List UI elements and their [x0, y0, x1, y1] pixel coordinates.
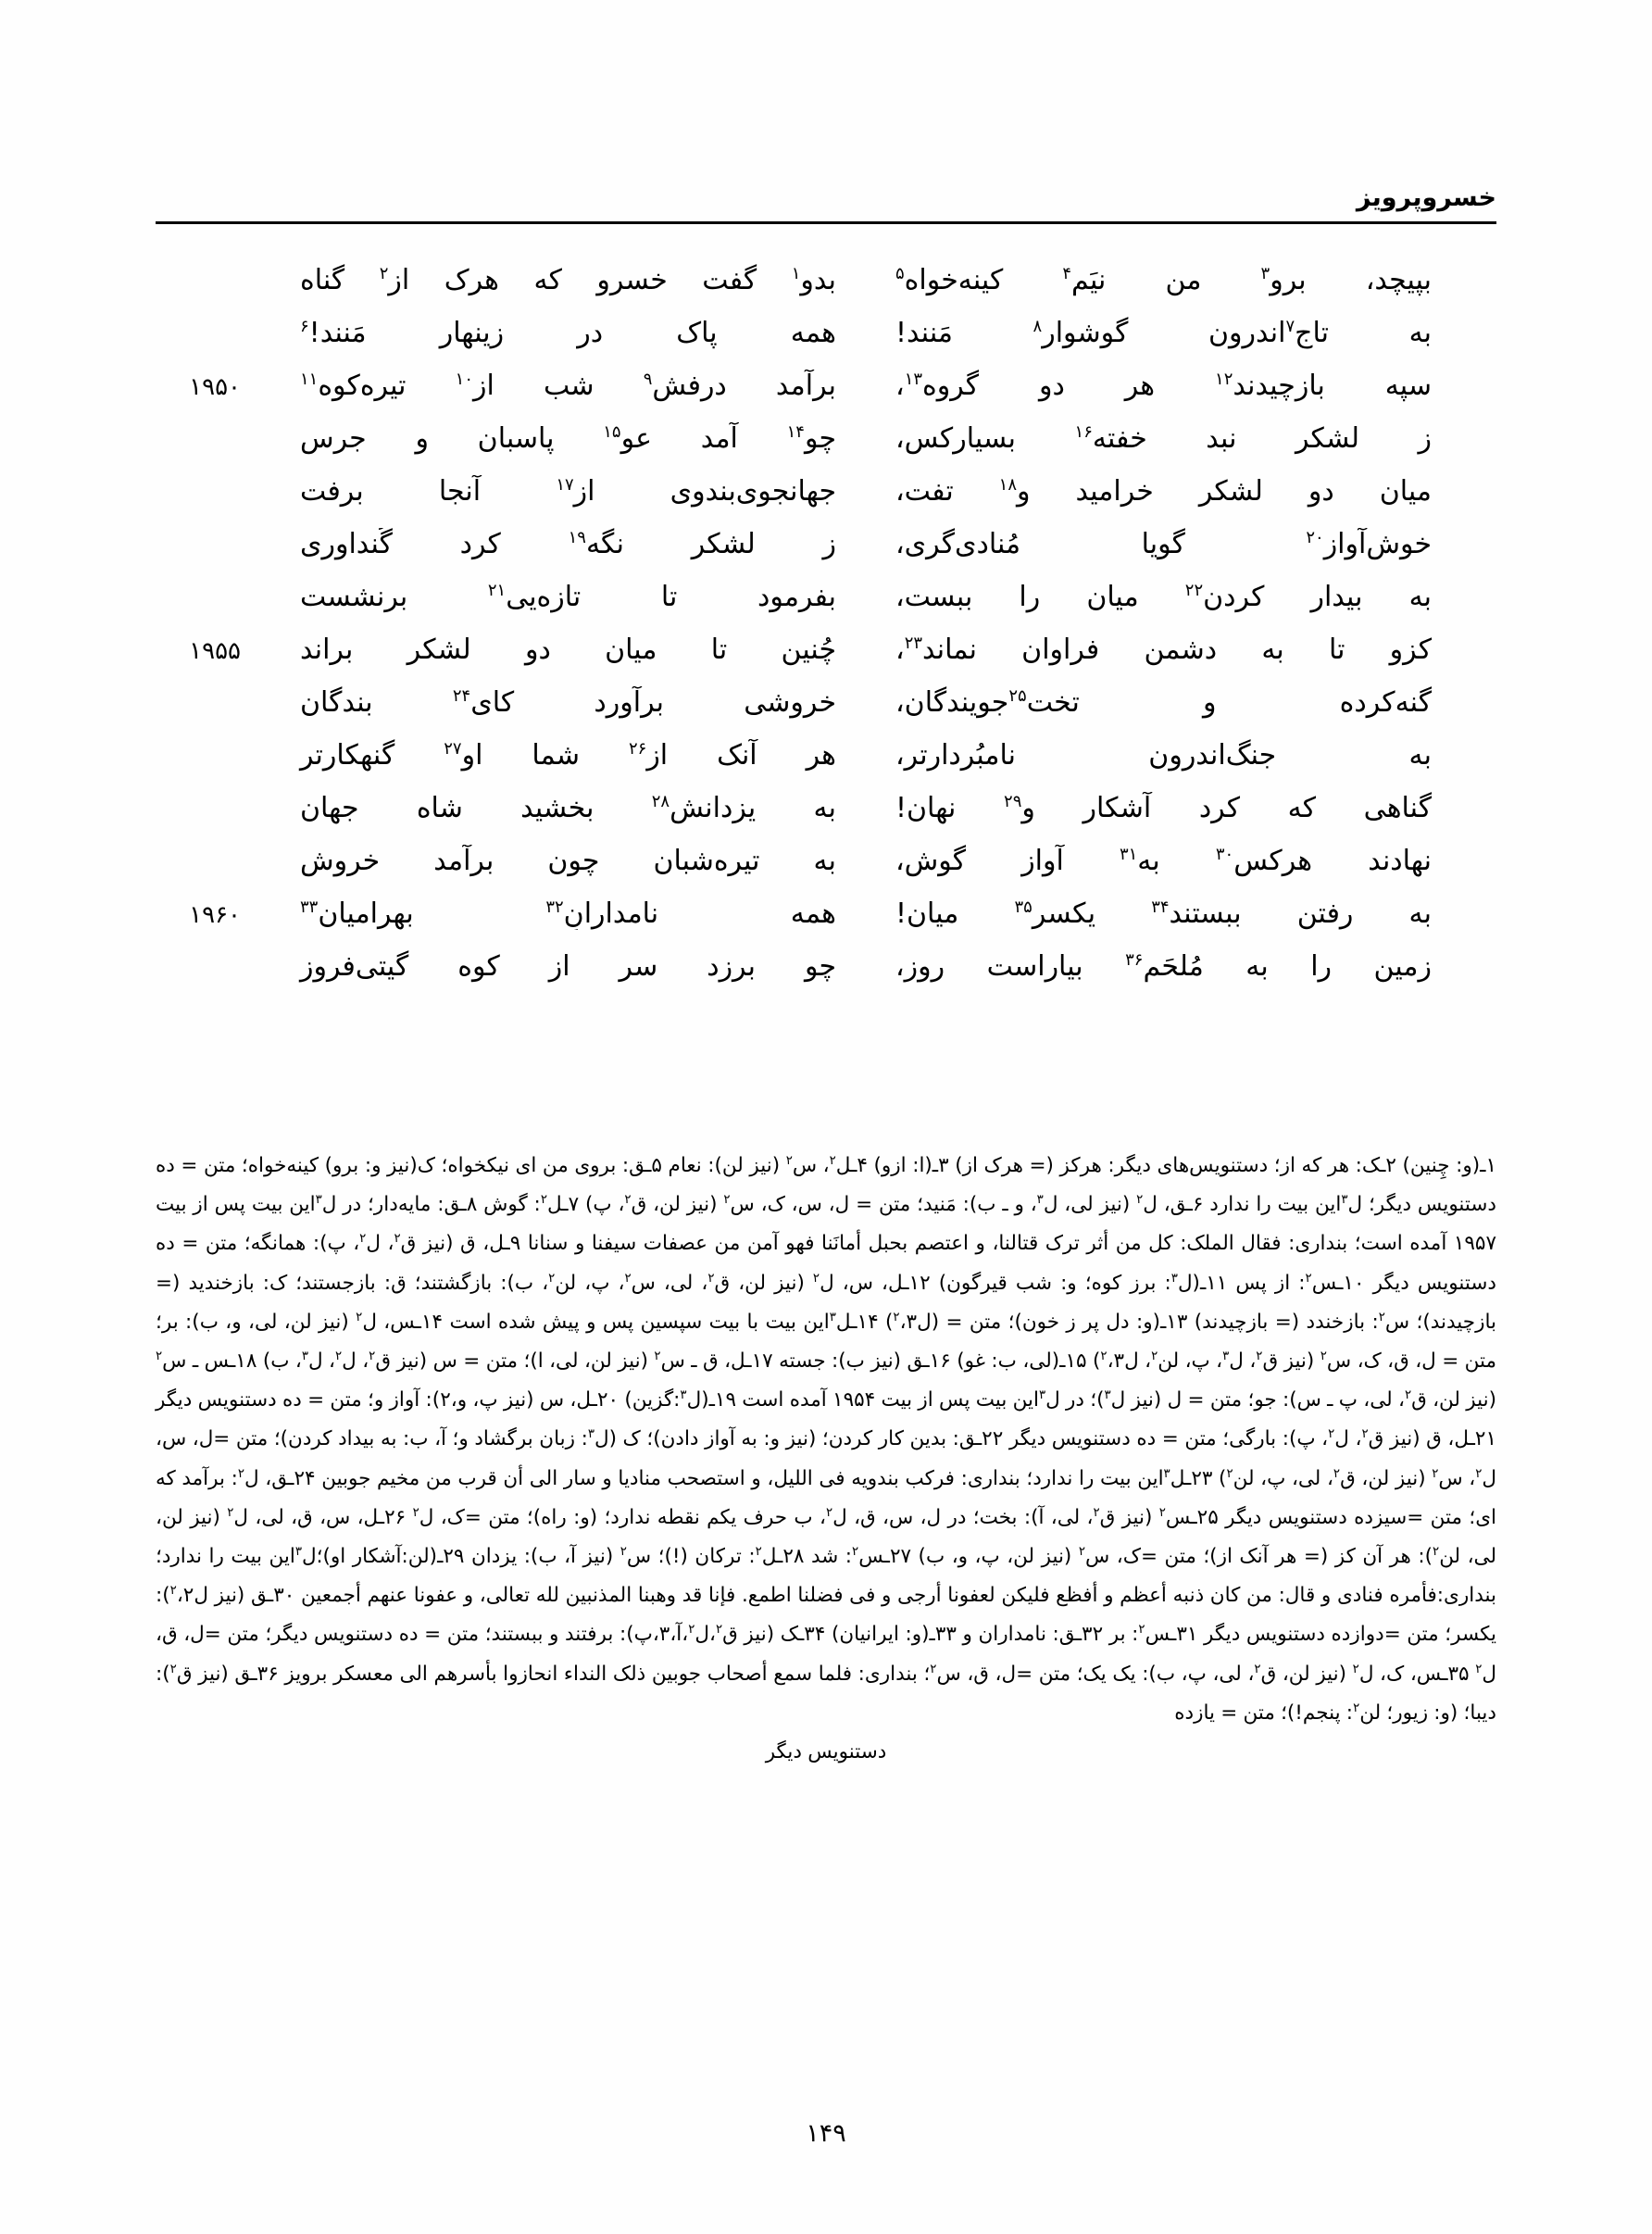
running-head-area — [156, 185, 1496, 224]
verse-line — [156, 317, 1496, 370]
verse-hemistich-first: جهانجوی‌بندوی از$^{۱۷}$ آنجا برفت — [300, 475, 837, 508]
verse-line — [156, 422, 1496, 475]
verse-hemistich-second: کزو تا به دشمن فراوان نماند$^{۲۳}$، — [895, 634, 1432, 666]
verse-hemistich-second: به جنگ‌اندرون نامبُردارتر، — [895, 739, 1432, 772]
verse-line — [156, 686, 1496, 739]
verse-hemistich-second: به رفتن ببستند$^{۳۴}$ یکسر$^{۳۵}$ میان! — [895, 897, 1432, 930]
verse-line — [156, 264, 1496, 317]
header-rule — [156, 221, 1496, 224]
verse-hemistich-second: ز لشکر نبد خفته$^{۱۶}$ بسیارکس، — [895, 422, 1432, 455]
verse-line — [156, 792, 1496, 845]
verse-hemistich-first: برآمد درفش$^۹$ شب از$^{۱۰}$ تیره‌کوه$^{۱۱}$ — [300, 370, 836, 402]
verse-hemistich-second: زمین را به مُلحَم$^{۳۶}$ بیاراست روز، — [895, 950, 1432, 983]
verse-hemistich-second: گنه‌کرده و تخت$^{۲۵}$جویندگان، — [895, 686, 1432, 719]
verse-hemistich-second: به بیدار کردن$^{۲۲}$ میان را ببست، — [895, 581, 1433, 613]
verse-hemistich-first: به یزدانش$^{۲۸}$ بخشید شاه جهان — [300, 792, 836, 824]
verse-line — [156, 897, 1496, 950]
verse-hemistich-first: چُنین تا میان دو لشکر براند — [300, 634, 836, 666]
verse-number: ۱۹۶۰ — [189, 901, 241, 929]
verse-number: ۱۹۵۰ — [189, 373, 241, 401]
verse-line — [156, 634, 1496, 686]
verse-hemistich-second: میان دو لشکر خرامید و$^{۱۸}$ تفت، — [895, 475, 1432, 508]
verse-line — [156, 581, 1496, 634]
verse-line — [156, 950, 1496, 1003]
verse-line — [156, 845, 1496, 897]
verse-hemistich-first: همه نامدارانِ$^{۳۲}$ بهرامیان$^{۳۳}$ — [300, 897, 836, 930]
page-number: ۱۴۹ — [806, 2119, 846, 2148]
verse-hemistich-second: سپه بازچیدند$^{۱۲}$ هر دو گروه$^{۱۳}$، — [895, 370, 1432, 402]
verse-hemistich-first: چو$^{۱۴}$ آمد عوِ$^{۱۵}$ پاسبان و جرس — [300, 422, 836, 455]
verse-block — [156, 264, 1496, 983]
verse-hemistich-first: هر آنک از$^{۲۶}$ شما او$^{۲۷}$ گنهکارتر — [300, 739, 836, 772]
verse-hemistich-second: به تاج$^۷$اندرون گوشوار$^۸$ مَنند! — [895, 317, 1433, 349]
verse-hemistich-first: به تیره‌شبان چون برآمد خروش — [300, 845, 836, 877]
verse-line — [156, 475, 1496, 528]
verse-hemistich-first: همه پاک در زینهار مَنند!$^۶$ — [300, 317, 836, 349]
running-head-title: خسروپرویز — [1356, 183, 1496, 212]
verse-hemistich-first: بفرمود تا تازه‌یی$^{۲۱}$ برنشست — [300, 581, 836, 613]
verse-hemistich-second: بپیچد، برو$^۳$ من نیَم$^۴$ کینه‌خواه$^۵$ — [895, 264, 1432, 296]
apparatus-criticus — [156, 1147, 1496, 1772]
verse-hemistich-first: بدو$^۱$ گفت خسرو که هرک از$^۲$ گناه — [300, 264, 837, 296]
verse-hemistich-first: خروشی برآورد کای$^{۲۴}$ بندگان — [300, 686, 836, 719]
apparatus-tail: دستنویس دیگر — [765, 1740, 887, 1764]
verse-hemistich-second: گناهی که کرد آشکار و$^{۲۹}$ نهان! — [895, 792, 1432, 824]
verse-line — [156, 739, 1496, 792]
verse-line — [156, 370, 1496, 422]
verse-hemistich-first: ز لشکر نگه$^{۱۹}$ کرد گُنداوری — [300, 528, 836, 560]
verse-line — [156, 528, 1496, 581]
verse-number: ۱۹۵۵ — [189, 637, 241, 665]
apparatus-body: ۱ـ(و: چِنین) ۲ـک: هر که از؛ دستنویس‌های دیگر: هرکز (= هرک از) ۳ـ(ا: ازو) ۴ـل$^۲$، س$^۲$ (نیز لن): نعام ۵ـق: بروی من ای نیکخواه؛ ک(نیز و: برو) کینه‌خواه؛ متن = ده دستنویس دیگر؛ ل$^۳$این بیت را ندارد ۶ـق، ل$^۲$ (نیز لی، ل$^۳$، و ـ ب): مَنید؛ متن = ل، س، ک، س$^۲$ (نیز لن، ق$^۲$، پ) ۷ـل$^۲$: گوش ۸ـق: مایه‌دار؛ در ل$^۳$این بیت پس از بیت ۱۹۵۷ آمده است؛ بنداری: فقال الملک: کل من أثر ترک قتالنا، و اعتصم بحبل أمانَنا فهو آمن من عصفات سیفنا و سنانا ۹ـل، ق (نیز ق$^۲$، ل$^۲$، پ): همانگه؛ متن = ده دستنویس دیگر ۱۰ـس$^۲$: از پس ۱۱ـ(ل$^۳$: برز کوه؛ و: شب قیرگون) ۱۲ـل، س، ل$^۲$ (نیز لن، ق$^۲$، لی، س$^۲$، پ، لن$^۲$، ب): بازگشتند؛ ق: بازجستند؛ ک: بازخندید (= بازچیدند)؛ س$^۲$: بازخندد (= بازچیدند) ۱۳ـ(و: دل پر ز خون)؛ متن = (ل$^۲$،۳) ۱۴ـل$^۳$این بیت با بیت سپسین پس و پیش شده است ۱۴ـس، ل$^۲$ (نیز لن، لی، و، ب): بر؛ متن = ل، ق، ک، س$^۲$ (نیز ق$^۲$، ل$^۳$، پ، لن$^۲$، ل$^۲$،۳) ۱۵ـ(لی، ب: غو) ۱۶ـق (نیز ب): جسته ۱۷ـل، ق ـ س$^۲$ (نیز لن، لی، ا)؛ متن = س (نیز ق$^۲$، ل$^۲$، ل$^۳$، ب) ۱۸ـس ـ س$^۲$ (نیز لن، ق$^۲$، لی، پ ـ س): جو؛ متن = ل (نیز ل$^۳$)؛ در ل$^۳$این بیت پس از بیت ۱۹۵۴ آمده است ۱۹ـ(ل$^۳$:گزین) ۲۰ـل، س (نیز پ، و،۲): آواز و؛ متن = ده دستنویس دیگر ۲۱ـل، ق (نیز ق$^۲$، ل$^۲$، پ): بارگی؛ متن = ده دستنویس دیگر ۲۲ـق: بدین کار کردن؛ (نیز و: به آواز دادن)؛ ک (ل$^۳$: زبان برگشاد و؛ آ، ب: به بیداد کردن)؛ متن =ل، س، ل$^۲$، س$^۲$ (نیز لن، ق$^۲$، لی، پ، لن$^۲$) ۲۳ـل$^۳$این بیت را ندارد؛ بنداری: فرکب بندویه فی اللیل، و استصحب منادیا و سار الی أن قرب من مخیم جوبین ۲۴ـق، ل$^۲$: برآمد که ای؛ متن =سیزده دستنویس دیگر ۲۵ـس$^۲$ (نیز ق$^۲$، لی، آ): بخت؛ در ل، س، ق، ل$^۲$، ب حرف یکم نقطه ندارد؛ (و: راه)؛ متن =ک، ل$^۲$ ۲۶ـل، س، ق، لی، ل$^۲$ (نیز لن، لی، لن$^۲$): هر آن کز (= هر آنک از)؛ متن =ک، س$^۲$ (نیز لن، پ، و، ب) ۲۷ـس$^۲$: شد ۲۸ـل$^۲$: ترکان (!)؛ س$^۲$ (نیز آ، ب): یزدان ۲۹ـ(لن:آشکار او)؛ل$^۳$این بیت را ندارد؛ بنداری:فأمره فنادی و قال: من کان ذنبه أعظم و أفظع فلیکن لعفونا أرجی و فی فضلنا اطمع. فإنا قد وهبنا المذنبین لله تعالی، و عفونا عنهم أجمعین ۳۰ـق (نیز ل$^۲$،۲): یکسر؛ متن =دوازده دستنویس دیگر ۳۱ـس$^۲$: بر ۳۲ـق: نامداران و ۳۳ـ(و: ایرانیان) ۳۴ـک (نیز ق$^۲$،ل$^۲$،آ،۳،پ): برفتند و ببستند؛ متن = ده دستنویس دیگر؛ متن =ل، ق، ل$^۲$ ۳۵ـس، ک، ل$^۲$ (نیز لن، ق$^۲$، لی، پ، ب): یک یک؛ متن =ل، ق، س$^۲$؛ بنداری: فلما سمع أصحاب جوبین ذلک النداء انحازوا بأسرهم الی معسکر برویز ۳۶ـق (نیز ق$^۲$): دیبا؛ (و: زیور؛ لن$^۲$: پنجم!)؛ متن = یازده — [156, 1153, 1497, 1725]
verse-hemistich-first: چو برزد سر از کوه گیتی‌فروز — [300, 950, 836, 983]
verse-hemistich-second: خوش‌آواز$^{۲۰}$ گویا مُنادی‌گری، — [895, 528, 1432, 560]
verse-hemistich-second: نهادند هرکس$^{۳۰}$ به$^{۳۱}$ آواز گوش، — [895, 845, 1432, 877]
